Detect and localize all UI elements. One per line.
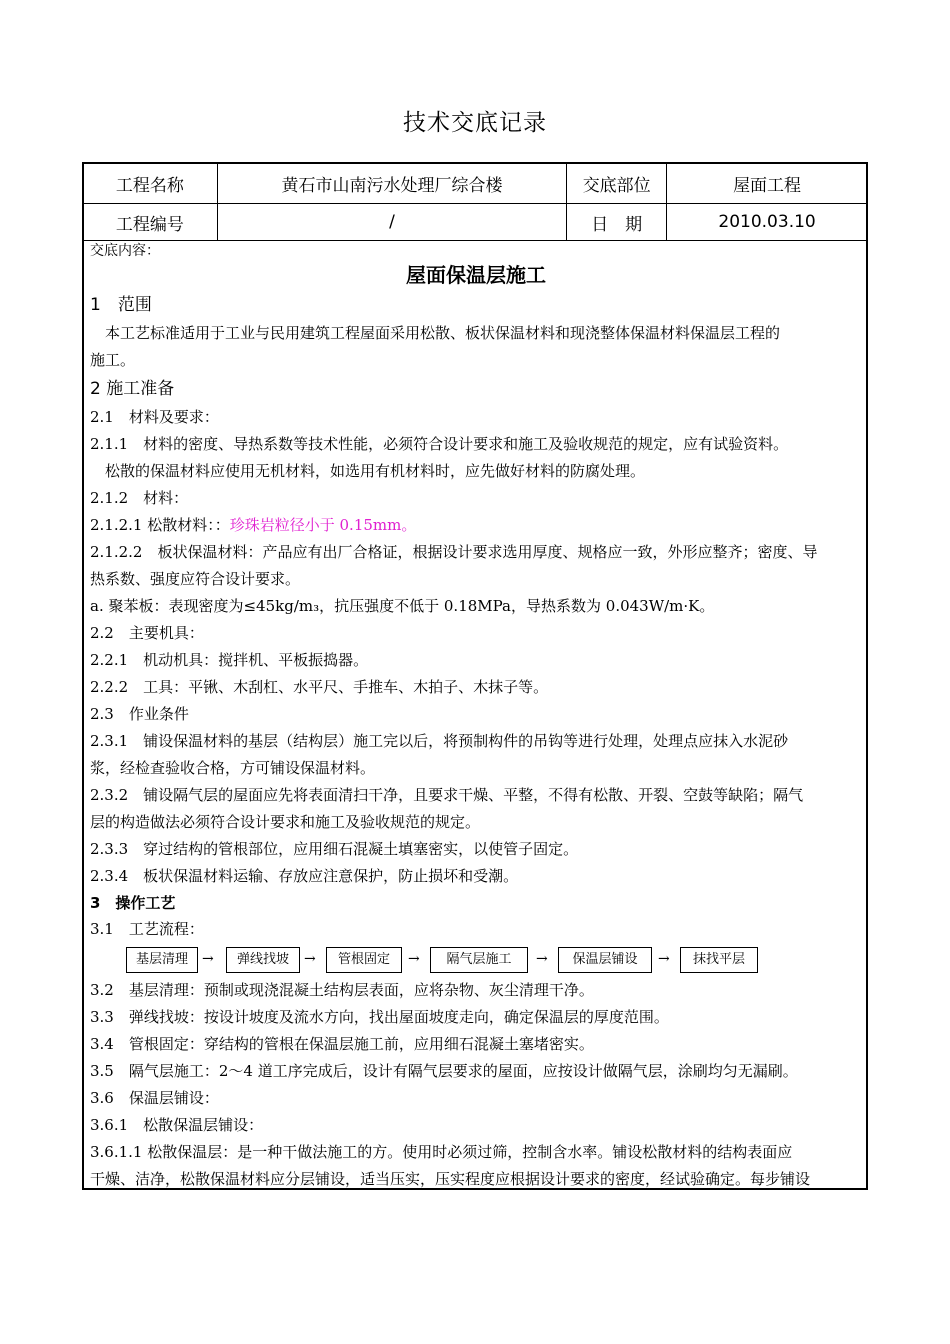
clause: 2.1.1 材料的密度、导热系数等技术性能，必须符合设计要求和施工及验收规范的规定，应有试验资料。	[90, 435, 789, 453]
arrow-icon: →	[536, 951, 548, 967]
flow-step: 弹线找坡	[226, 947, 300, 973]
arrow-icon: →	[304, 951, 316, 967]
clause: 3.2 基层清理：预制或现浇混凝土结构层表面，应将杂物、灰尘清理干净。	[90, 981, 594, 999]
clause: 3.1 工艺流程：	[90, 920, 204, 938]
flow-step: 管根固定	[326, 947, 402, 973]
date-label: 日 期	[567, 204, 667, 241]
process-flow	[90, 943, 862, 977]
date-value: 2010.03.10	[667, 204, 868, 241]
arrow-icon: →	[408, 951, 420, 967]
arrow-icon: →	[202, 951, 214, 967]
clause: 干燥、洁净，松散保温材料应分层铺设，适当压实，压实程度应根据设计要求的密度，经试验确定。每步铺设	[90, 1170, 811, 1188]
arrow-icon: →	[658, 951, 670, 967]
header-table	[82, 162, 868, 241]
subject-title: 屋面保温层施工	[406, 263, 546, 287]
clause: a. 聚苯板：表现密度为≤45kg/m₃，抗压强度不低于 0.18MPa，导热系数为 0.043W/m·K。	[90, 597, 715, 615]
intro-label: 交底内容：	[90, 243, 160, 259]
clause: 2.3.1 铺设保温材料的基层（结构层）施工完以后，将预制构件的吊钩等进行处理，处理点应抹入水泥砂	[90, 732, 789, 750]
paragraph: 本工艺标准适用于工业与民用建筑工程屋面采用松散、板状保温材料和现浇整体保温材料保温层工程的	[90, 324, 781, 342]
clause: 3.3 弹线找坡：按设计坡度及流水方向，找出屋面坡度走向，确定保温层的厚度范围。	[90, 1008, 669, 1026]
clause: 3.6.1 松散保温层铺设：	[90, 1116, 264, 1134]
project-no: /	[217, 204, 566, 241]
project-name: 黄石市山南污水处理厂综合楼	[217, 163, 566, 204]
section-3-title: 3 操作工艺	[90, 894, 176, 912]
clause: 2.1 材料及要求：	[90, 408, 219, 426]
clause-label: 2.1.2.1 松散材料：：	[90, 516, 230, 534]
clause: 2.2 主要机具：	[90, 624, 204, 642]
clause: 2.2.2 工具：平锹、木刮杠、水平尺、手推车、木拍子、木抹子等。	[90, 678, 549, 696]
project-name-label: 工程名称	[83, 163, 218, 204]
clause: 2.1.2 材料：	[90, 489, 189, 507]
part-label: 交底部位	[567, 163, 667, 204]
clause: 2.2.1 机动机具：搅拌机、平板振捣器。	[90, 651, 369, 669]
clause: 层的构造做法必须符合设计要求和施工及验收规范的规定。	[90, 813, 481, 831]
clause: 3.5 隔气层施工：2～4 道工序完成后，设计有隔气层要求的屋面，应按设计做隔气层，涂刷均匀无漏刷。	[90, 1062, 798, 1080]
clause: 3.6 保温层铺设：	[90, 1089, 219, 1107]
clause: 2.3.4 板状保温材料运输、存放应注意保护，防止损坏和受潮。	[90, 867, 519, 885]
clause: 热系数、强度应符合设计要求。	[90, 570, 301, 588]
clause: 3.6.1.1 松散保温层：是一种干做法施工的方。使用时必须过筛，控制含水率。铺设松散材料的结构表面应	[90, 1143, 793, 1161]
section-2-title: 2 施工准备	[90, 379, 175, 399]
clause: 2.3.2 铺设隔气层的屋面应先将表面清扫干净，且要求干燥、平整，不得有松散、开裂、空鼓等缺陷；隔气	[90, 786, 804, 804]
clause: 2.3.3 穿过结构的管根部位，应用细石混凝土填塞密实，以使管子固定。	[90, 840, 579, 858]
clause: 浆，经检查验收合格，方可铺设保温材料。	[90, 759, 376, 777]
flow-step: 隔气层施工	[430, 947, 528, 973]
paragraph: 施工。	[90, 351, 136, 369]
clause: 3.4 管根固定：穿结构的管根在保温层施工前，应用细石混凝土塞堵密实。	[90, 1035, 594, 1053]
page-title: 技术交底记录	[403, 110, 547, 136]
highlighted-value: 珍珠岩粒径小于 0.15mm。	[229, 516, 417, 534]
clause: 松散的保温材料应使用无机材料，如选用有机材料时，应先做好材料的防腐处理。	[90, 462, 646, 480]
project-no-label: 工程编号	[83, 204, 218, 241]
content-body	[90, 240, 862, 1193]
flow-step: 基层清理	[126, 947, 198, 973]
clause: 2.3 作业条件	[90, 705, 189, 723]
part-value: 屋面工程	[667, 163, 868, 204]
clause: 2.1.2.2 板状保温材料：产品应有出厂合格证，根据设计要求选用厚度、规格应一致，外形应整齐；密度、导	[90, 543, 818, 561]
section-1-title: 1 范围	[90, 295, 152, 315]
flow-step: 抹找平层	[680, 947, 758, 973]
flow-step: 保温层铺设	[558, 947, 652, 973]
clause	[90, 512, 862, 539]
